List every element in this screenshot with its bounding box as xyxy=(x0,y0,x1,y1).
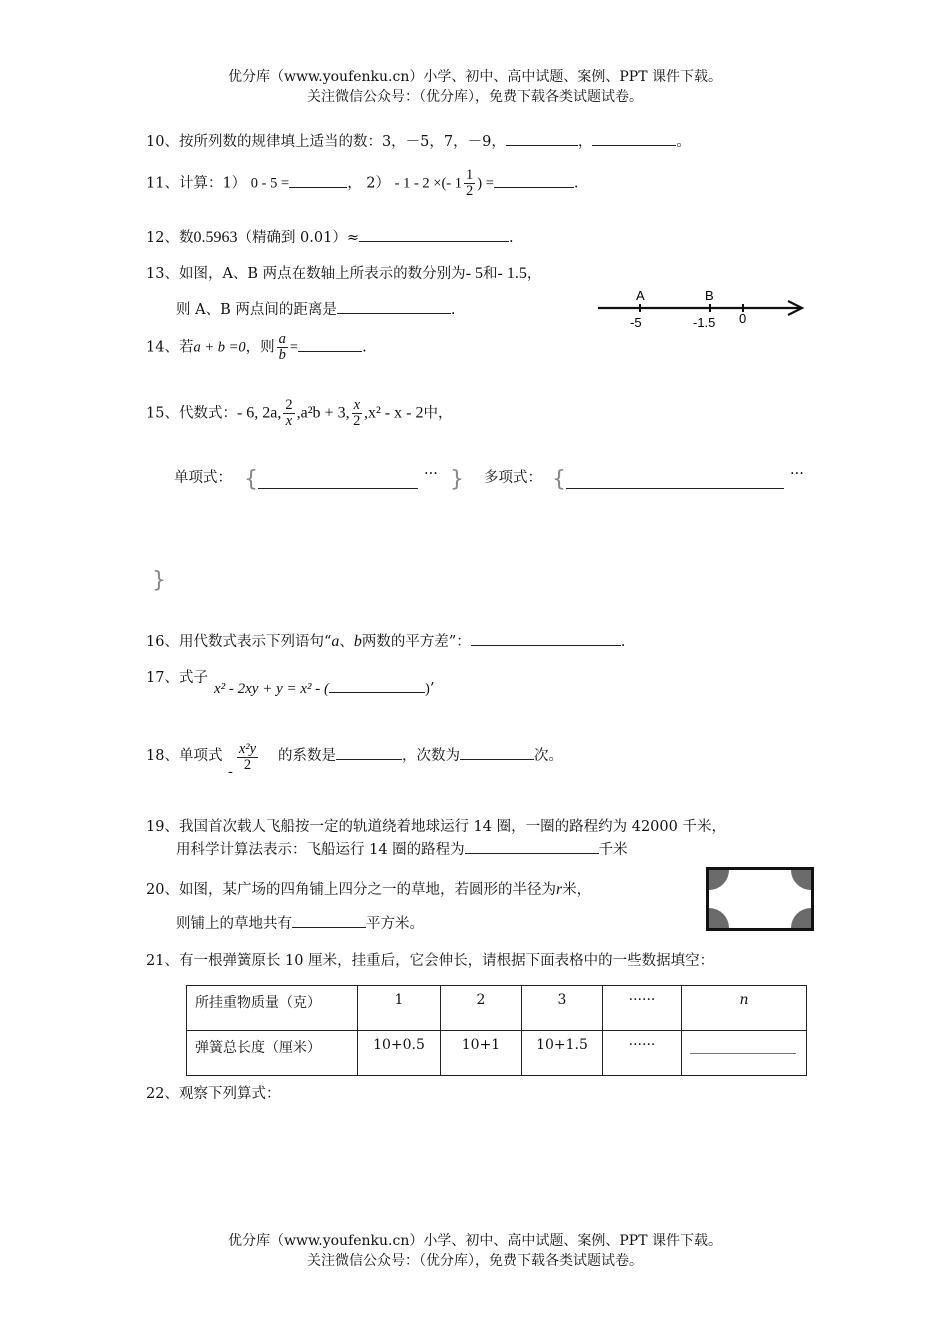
q18-lead: 18、单项式 xyxy=(146,748,223,764)
question-15 xyxy=(146,398,452,429)
q11-blank-1[interactable] xyxy=(289,173,347,188)
table-cell: 3 xyxy=(522,986,603,1031)
q20-blank[interactable] xyxy=(292,913,366,928)
q12-mid: （精确到 0.01）≈ xyxy=(237,230,359,246)
q10-blank-1[interactable] xyxy=(506,131,578,146)
q11-frac-den: 2 xyxy=(466,183,474,200)
question-12 xyxy=(146,226,514,247)
q19-end: 千米 xyxy=(598,842,628,858)
q16-sep: 、 xyxy=(339,634,354,650)
spring-table xyxy=(186,985,807,1076)
q17-end: ’ xyxy=(429,681,435,697)
q15-f2-den: 2 xyxy=(353,413,361,430)
q11-lead: 11、计算：1） xyxy=(146,175,247,192)
header-line-1: 优分库（www.youfenku.cn）小学、初中、高中试题、案例、PPT 课件下载。 xyxy=(227,69,722,85)
question-22: 22、观察下列算式： xyxy=(146,1086,281,1102)
footer-line-1: 优分库（www.youfenku.cn）小学、初中、高中试题、案例、PPT 课件下载。 xyxy=(227,1233,722,1249)
q14-frac-num: a xyxy=(278,331,286,347)
q18-fraction xyxy=(237,742,258,773)
question-14 xyxy=(146,332,367,363)
question-19-line-1: 19、我国首次载人飞船按一定的轨道绕着地球运行 14 圈，一圈的路程约为 42000 千米， xyxy=(146,819,726,835)
plaza-figure xyxy=(706,867,814,931)
table-row xyxy=(187,986,807,1031)
q18-end: 次。 xyxy=(534,748,563,764)
table-cell: n xyxy=(682,986,807,1031)
q11-blank-2[interactable] xyxy=(494,173,574,188)
q18-mid2: ，次数为 xyxy=(402,748,460,764)
table-cell: 2 xyxy=(441,986,522,1031)
footer-line-2: 关注微信公众号：（优分库），免费下载各类试题试卷。 xyxy=(307,1253,643,1269)
q18-frac-num: x²y xyxy=(238,741,257,757)
q18-rest xyxy=(278,744,563,765)
q17-blank[interactable] xyxy=(329,678,425,693)
mono-brace-open: { xyxy=(244,467,258,492)
tick-label-b: -1.5 xyxy=(693,315,716,330)
q11-expr1: 0 - 5 = xyxy=(250,175,290,192)
q18-mid: 的系数是 xyxy=(278,748,336,764)
q17-close: ) xyxy=(425,681,430,697)
poly-dots: ··· xyxy=(790,466,804,482)
q18-monomial xyxy=(228,741,260,780)
q15-end: 中， xyxy=(423,405,453,422)
q11-expr2a: - 1 - 2 ×(- 1 xyxy=(394,175,463,192)
q19-blank[interactable] xyxy=(465,839,599,854)
q14-end: . xyxy=(362,339,367,356)
q16-b: b xyxy=(353,633,362,650)
q18-frac-den: 2 xyxy=(243,757,252,774)
table-cell: ······ xyxy=(603,986,682,1031)
q20-line1b: 米， xyxy=(562,882,592,898)
q15-f1-num: 2 xyxy=(285,397,293,413)
q20-line2: 则铺上的草地共有 xyxy=(176,916,292,932)
q15-frac-2 xyxy=(352,398,362,429)
q14-then: ，则 xyxy=(245,339,275,356)
tick-label-a: -5 xyxy=(630,315,642,330)
q15-f2-num: x xyxy=(353,397,360,413)
q20-r: r xyxy=(555,881,563,898)
table-cell: 弹簧总长度（厘米） xyxy=(187,1031,358,1076)
q18-blank-1[interactable] xyxy=(336,745,402,760)
mono-label: 单项式： xyxy=(174,470,232,486)
q15-f1-den: x xyxy=(285,413,293,430)
q14-eq: = xyxy=(289,339,299,356)
q12-end: . xyxy=(509,230,514,246)
q20-end: 平方米。 xyxy=(366,916,424,932)
question-20-line-1 xyxy=(146,878,591,899)
q13-val-b: - 1.5 xyxy=(497,265,527,282)
q11-expr2b: ) = xyxy=(477,175,494,192)
q20-line1a: 20、如图，某广场的四角铺上四分之一的草地，若圆形的半径为 xyxy=(146,882,556,898)
question-13-line-1 xyxy=(146,262,541,283)
table-cell: 10+1.5 xyxy=(522,1031,603,1076)
q13-blank[interactable] xyxy=(337,299,451,314)
q10-comma: ， xyxy=(577,134,593,150)
table-cell-answer[interactable] xyxy=(682,1031,807,1076)
mono-brace-close: } xyxy=(450,467,464,492)
question-10 xyxy=(146,130,691,151)
q10-end: 。 xyxy=(676,134,691,150)
q18-minus: - xyxy=(228,763,233,780)
q11-frac-num: 1 xyxy=(466,167,474,183)
q17-expr: x² - 2xy + y = x² - ( xyxy=(214,681,330,697)
header-line-2: 关注微信公众号：（优分库），免费下载各类试题试卷。 xyxy=(307,89,643,105)
question-18 xyxy=(146,744,222,765)
table-cell: ······ xyxy=(603,1031,682,1076)
q12-blank[interactable] xyxy=(359,227,509,242)
table-cell: 1 xyxy=(358,986,441,1031)
q19-line2: 用科学计算法表示：飞船运行 14 圈的路程为 xyxy=(176,842,465,858)
question-16 xyxy=(146,630,625,651)
poly-blank[interactable] xyxy=(566,472,784,489)
q16-a: a xyxy=(331,633,340,650)
question-19-line-2 xyxy=(176,838,628,859)
q14-frac-den: b xyxy=(278,347,286,364)
q15-frac-1 xyxy=(283,398,294,429)
q13-val-a: - 5 xyxy=(465,265,484,282)
q14-fraction xyxy=(277,332,288,363)
q15-lead: 15、代数式： xyxy=(146,405,237,422)
question-13-line-2 xyxy=(176,298,455,319)
q13-end: . xyxy=(450,302,456,318)
label-b: B xyxy=(705,288,714,303)
table-cell: 10+0.5 xyxy=(358,1031,441,1076)
tick-label-o: 0 xyxy=(739,311,747,326)
q13-and: 和 xyxy=(483,266,498,282)
q16-blank[interactable] xyxy=(471,631,621,646)
question-17-lead: 17、式子 xyxy=(146,670,208,686)
poly-brace-open: { xyxy=(552,467,566,492)
q15-t2: ,a²b + 3, xyxy=(296,404,350,422)
q16-lead: 16、用代数式表示下列语句“ xyxy=(146,634,332,650)
q11-sep: ， 2） xyxy=(347,175,391,192)
table-cell: 所挂重物质量（克） xyxy=(187,986,358,1031)
table-answer-blank[interactable] xyxy=(690,1051,796,1054)
q10-blank-2[interactable] xyxy=(592,131,676,146)
poly-brace-close: } xyxy=(152,568,166,593)
q13-line1a: 13、如图，A、B 两点在数轴上所表示的数分别为 xyxy=(146,266,466,282)
q15-t1: - 6, 2a, xyxy=(236,404,282,422)
question-11 xyxy=(146,168,579,199)
q18-blank-2[interactable] xyxy=(460,745,534,760)
mono-blank[interactable] xyxy=(258,472,418,489)
question-21: 21、有一根弹簧原长 10 厘米，挂重后，它会伸长，请根据下面表格中的一些数据填空： xyxy=(146,953,715,969)
poly-label: 多项式： xyxy=(484,470,542,486)
table-cell: 10+1 xyxy=(441,1031,522,1076)
q16-end: . xyxy=(620,634,626,650)
question-17 xyxy=(214,678,434,698)
q16-mid: 两数的平方差”： xyxy=(361,634,471,650)
table-row xyxy=(187,1031,807,1076)
label-a: A xyxy=(636,288,645,303)
q14-cond: a + b =0 xyxy=(193,339,246,356)
q14-lead: 14、若 xyxy=(146,339,194,356)
q10-text: 10、按所列数的规律填上适当的数：3，－5，7，－9， xyxy=(146,134,506,150)
number-line-figure xyxy=(592,286,812,332)
question-20-line-2 xyxy=(176,912,424,933)
q13-line2: 则 A、B 两点间的距离是 xyxy=(176,302,337,318)
q13-line1b: ， xyxy=(526,266,542,282)
q15-t3: ,x² - x - 2 xyxy=(364,404,424,422)
q11-fraction xyxy=(464,168,475,199)
q11-end: . xyxy=(573,175,579,192)
q12-value: 0.5963 xyxy=(193,229,238,246)
mono-dots: ··· xyxy=(424,466,438,482)
q14-blank[interactable] xyxy=(298,337,362,352)
q12-lead: 12、数 xyxy=(146,230,194,246)
